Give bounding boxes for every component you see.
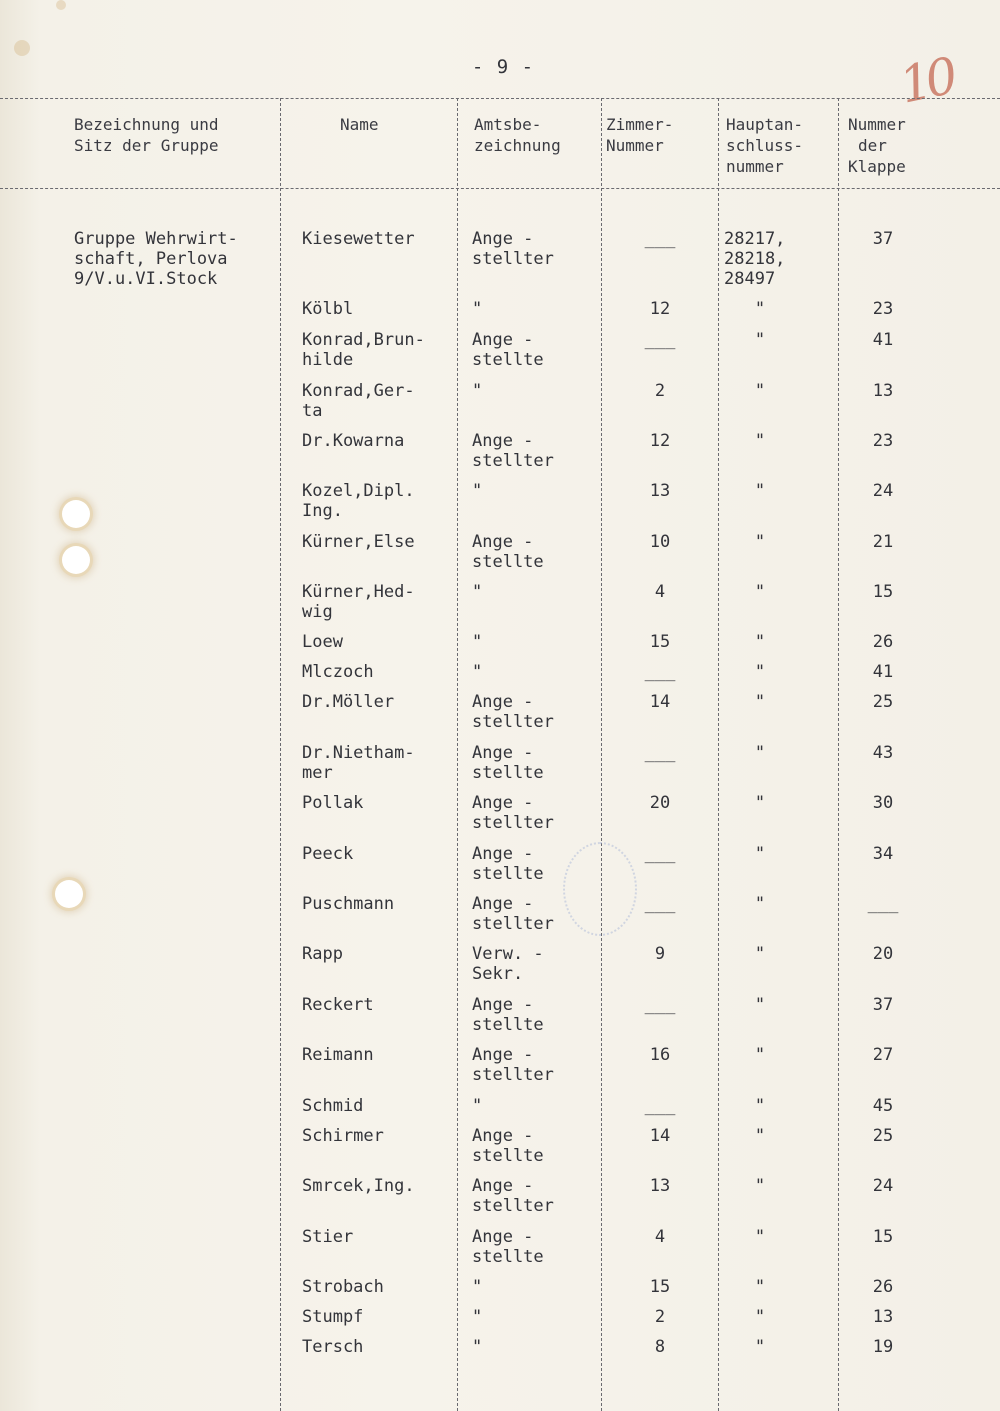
row-title: Ange - stellte [472,1126,544,1166]
punch-hole [62,546,90,574]
row-room-number: 2 [654,1307,666,1327]
row-name: Mlczoch [302,662,374,682]
row-room-number: 14 [649,692,671,712]
row-name: Kölbl [302,299,354,319]
row-name: Stumpf [302,1307,364,1327]
table-row [0,844,1000,890]
row-main-number: " [754,582,766,602]
row-title: Ange - stellter [472,894,554,934]
row-room-number: ___ [644,229,676,249]
row-room-number: ___ [644,330,676,350]
row-title: Ange - stellte [472,743,544,783]
row-main-number: " [754,1337,766,1357]
row-name: Rapp [302,944,343,964]
row-flap-number: 41 [872,662,894,682]
table-row [0,431,1000,477]
row-room-number: ___ [644,995,676,1015]
row-main-number: " [754,1227,766,1247]
row-main-number: " [754,844,766,864]
row-room-number: 8 [654,1337,666,1357]
row-name: Loew [302,632,343,652]
header-room: Zimmer- Nummer [606,115,674,155]
row-main-number: " [754,944,766,964]
row-title: " [472,1096,483,1116]
punch-hole [62,500,90,528]
row-main-number: " [754,1307,766,1327]
row-flap-number: 15 [872,1227,894,1247]
row-room-number: 12 [649,431,671,451]
row-room-number: 14 [649,1126,671,1146]
table-row [0,944,1000,990]
row-flap-number: 19 [872,1337,894,1357]
row-title: " [472,481,483,501]
table-row [0,1176,1000,1222]
row-main-number: " [754,793,766,813]
row-title: " [472,1277,483,1297]
header-group: Bezeichnung und Sitz der Gruppe [74,115,219,155]
row-main-number: " [754,692,766,712]
row-name: Konrad,Brun- hilde [302,330,425,370]
row-title: Ange - stellter [472,431,554,471]
row-flap-number: 37 [872,229,894,249]
row-title: " [472,662,483,682]
row-name: Kürner,Else [302,532,415,552]
row-name: Schirmer [302,1126,384,1146]
header-name: Name [340,115,379,134]
row-main-number: " [754,381,766,401]
row-main-number: " [754,743,766,763]
punch-hole [55,880,83,908]
page-number: - 9 - [471,56,535,78]
table-row [0,1227,1000,1273]
row-flap-number: 21 [872,532,894,552]
row-main-number: " [754,532,766,552]
row-main-number: " [754,1045,766,1065]
header-flap: Nummer der Klappe [848,115,906,176]
row-name: Dr.Kowarna [302,431,405,451]
row-title: " [472,1307,483,1327]
table-top-rule [0,98,1000,99]
row-name: Kiesewetter [302,229,415,249]
row-room-number: ___ [644,844,676,864]
row-flap-number: 37 [872,995,894,1015]
row-flap-number: 25 [872,1126,894,1146]
row-title: Ange - stellter [472,793,554,833]
row-main-number: " [754,299,766,319]
table-row [0,229,1000,289]
row-main-number: " [754,1096,766,1116]
table-row [0,894,1000,940]
table-row [0,743,1000,789]
row-title: Ange - stellter [472,229,554,269]
age-stain [56,0,66,10]
row-main-number: " [754,995,766,1015]
row-name: Kozel,Dipl. Ing. [302,481,415,521]
row-name: Dr.Nietham- mer [302,743,415,783]
row-room-number: 4 [654,582,666,602]
row-title: " [472,381,483,401]
row-title: " [472,1337,483,1357]
row-name: Reckert [302,995,374,1015]
row-main-number: " [754,481,766,501]
row-title: Ange - stellter [472,1045,554,1085]
row-flap-number: 24 [872,1176,894,1196]
row-flap-number: ___ [867,894,899,914]
row-flap-number: 24 [872,481,894,501]
faded-stamp [563,842,637,936]
row-flap-number: 20 [872,944,894,964]
row-flap-number: 45 [872,1096,894,1116]
row-flap-number: 34 [872,844,894,864]
row-title: " [472,632,483,652]
row-room-number: 16 [649,1045,671,1065]
table-row [0,481,1000,527]
row-main-number: " [754,330,766,350]
header-main-number: Hauptan- schluss- nummer [726,115,804,176]
row-name: Puschmann [302,894,395,914]
row-room-number: 9 [654,944,666,964]
row-room-number: ___ [644,662,676,682]
row-title: " [472,299,483,319]
handwritten-page-number: 10 [894,47,958,115]
row-room-number: 2 [654,381,666,401]
row-flap-number: 23 [872,299,894,319]
group-label: Gruppe Wehrwirt- schaft, Perlova 9/V.u.VI.Stock [74,229,238,289]
row-name: Schmid [302,1096,364,1116]
row-title: Verw. - Sekr. [472,944,544,984]
row-flap-number: 15 [872,582,894,602]
row-title: Ange - stellte [472,1227,544,1267]
row-main-number: " [754,1176,766,1196]
row-name: Dr.Möller [302,692,395,712]
row-room-number: 15 [649,632,671,652]
row-room-number: 10 [649,532,671,552]
row-main-number: " [754,632,766,652]
table-row [0,692,1000,738]
row-title: Ange - stellte [472,532,544,572]
row-room-number: ___ [644,743,676,763]
table-row [0,381,1000,427]
row-flap-number: 43 [872,743,894,763]
row-room-number: 4 [654,1227,666,1247]
table-row [0,793,1000,839]
row-main-number: " [754,431,766,451]
table-row [0,1045,1000,1091]
row-room-number: 13 [649,1176,671,1196]
row-flap-number: 30 [872,793,894,813]
row-room-number: ___ [644,894,676,914]
table-row [0,995,1000,1041]
row-title: Ange - stellte [472,330,544,370]
row-title: Ange - stellte [472,995,544,1035]
row-room-number: 15 [649,1277,671,1297]
row-name: Peeck [302,844,354,864]
row-title: " [472,582,483,602]
table-row [0,582,1000,628]
row-name: Pollak [302,793,364,813]
row-flap-number: 26 [872,1277,894,1297]
table-row [0,1337,1000,1383]
row-room-number: ___ [644,1096,676,1116]
row-name: Kürner,Hed- wig [302,582,415,622]
row-flap-number: 13 [872,1307,894,1327]
table-row [0,1126,1000,1172]
row-flap-number: 26 [872,632,894,652]
row-room-number: 12 [649,299,671,319]
row-flap-number: 25 [872,692,894,712]
row-name: Konrad,Ger- ta [302,381,415,421]
row-main-number: 28217, 28218, 28497 [724,229,786,289]
table-row [0,330,1000,376]
row-main-number: " [754,1277,766,1297]
row-title: Ange - stellter [472,1176,554,1216]
row-flap-number: 23 [872,431,894,451]
row-name: Tersch [302,1337,364,1357]
row-room-number: 20 [649,793,671,813]
header-title: Amtsbe- zeichnung [474,115,561,155]
age-stain [14,40,30,56]
table-row [0,532,1000,578]
row-flap-number: 41 [872,330,894,350]
row-title: Ange - stellter [472,692,554,732]
row-main-number: " [754,1126,766,1146]
row-main-number: " [754,894,766,914]
row-name: Strobach [302,1277,384,1297]
row-name: Stier [302,1227,354,1247]
row-flap-number: 27 [872,1045,894,1065]
row-title: Ange - stellte [472,844,544,884]
row-flap-number: 13 [872,381,894,401]
row-name: Smrcek,Ing. [302,1176,415,1196]
row-room-number: 13 [649,481,671,501]
header-bottom-rule [0,188,1000,189]
row-main-number: " [754,662,766,682]
row-name: Reimann [302,1045,374,1065]
